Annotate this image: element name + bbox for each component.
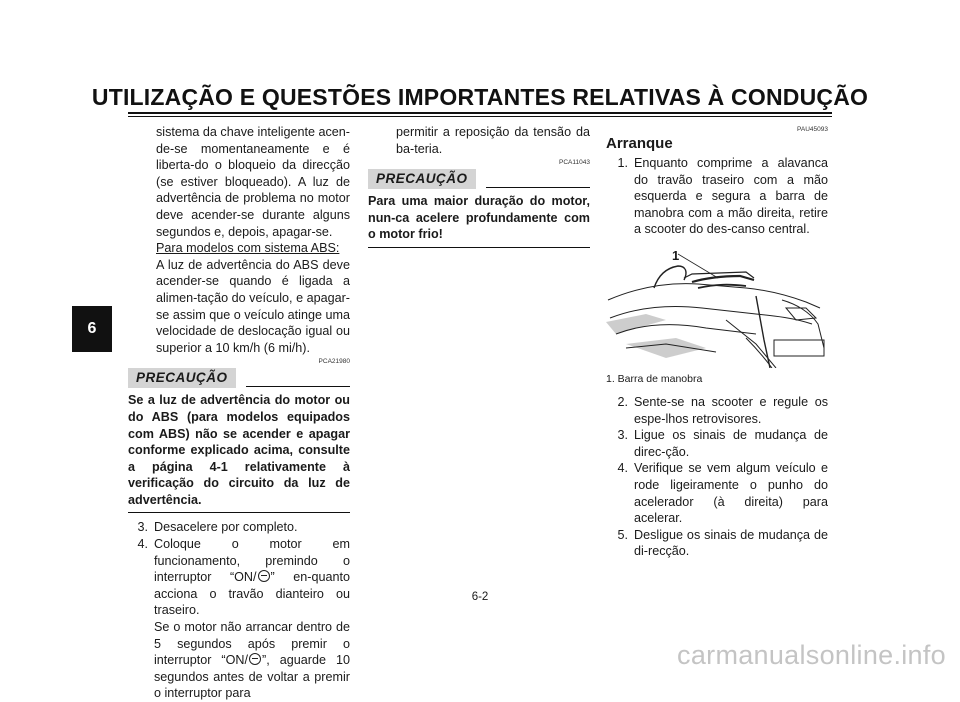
caution-rule: [246, 386, 350, 387]
step-text: [154, 536, 350, 702]
step-text: Desacelere por completo.: [154, 520, 298, 535]
step-text: Ligue os sinais de mudança de direc-ção.: [634, 428, 828, 459]
step-text: Desligue os sinais de mudança de di-recção.: [634, 527, 828, 559]
page-title: UTILIZAÇÃO E QUESTÕES IMPORTANTES RELATIVAS À CONDUÇÃO: [91, 84, 869, 110]
step-text-part: Se o motor não arrancar dentro de 5 segundos após premir o interruptor “ON/: [154, 620, 350, 668]
list-item: [606, 394, 828, 427]
list-item: [606, 527, 828, 560]
caution-header: [368, 169, 590, 189]
power-switch-icon: [249, 653, 261, 665]
step-text-part: ” en-quanto acciona o travão dianteiro ou traseiro.: [154, 570, 350, 618]
step-number: 1.: [617, 156, 628, 170]
paragraph-continued: permitir a reposição da tensão da ba-teria.: [396, 125, 590, 156]
figure-caption: 1. Barra de manobra: [606, 372, 703, 385]
step-number: 4.: [137, 537, 148, 552]
list-item: [128, 536, 350, 702]
page-number: 6-2: [471, 591, 489, 603]
caution-header: [128, 368, 350, 388]
list-item: [606, 427, 828, 460]
caution-code: PCA11043: [559, 159, 590, 167]
caution-end-rule: [368, 247, 590, 248]
section-title: Arranque: [606, 135, 673, 152]
caution-rule: [486, 187, 590, 188]
column-left: [128, 124, 350, 702]
watermark: carmanualsonline.info: [677, 640, 946, 670]
figure-callout-number: 1: [672, 247, 680, 263]
paragraph-smart-key: sistema da chave inteligente acen-de-se momentaneamente e é liberta-do o bloqueio da direcção (se estiver bloqueado). A luz de advertência de problema no motor deve acender-se durante alguns segundos e, depois, apagar-se.: [156, 125, 350, 239]
step-number: 5.: [617, 527, 628, 542]
caution-label: PRECAUÇÃO: [128, 368, 236, 388]
list-item: [606, 460, 828, 526]
caution-label: PRECAUÇÃO: [368, 169, 476, 189]
caution-end-rule: [128, 512, 350, 513]
step-text-part: ”, aguarde 10 segundos antes de voltar a premir o interruptor para: [154, 653, 350, 701]
step-text: Enquanto comprime a alavanca do travão traseiro com a mão esquerda e segura a barra de manobra com a mão direita, retire a scooter do des-canso central.: [634, 156, 828, 237]
scooter-figure: [606, 248, 828, 368]
power-switch-icon: [258, 570, 270, 582]
caution-text: Para uma maior duração do motor, nun-ca acelere profundamente com o motor frio!: [368, 194, 590, 242]
column-right: [606, 124, 828, 560]
step-text: Sente-se na scooter e regule os espe-lhos retrovisores.: [634, 394, 828, 426]
column-middle: [368, 124, 590, 254]
scooter-rear-illustration: [606, 248, 828, 368]
title-rule: [128, 112, 832, 114]
chapter-tab: 6: [72, 306, 112, 352]
section-code: PAU45093: [797, 126, 828, 133]
caution-code: PCA21980: [318, 358, 350, 366]
list-item: [128, 519, 350, 536]
step-number: 2.: [617, 394, 628, 409]
caution-text: Se a luz de advertência do motor ou do ABS (para modelos equipados com ABS) não se acender e apagar conforme explicado acima, consulte a página 4-1 relativamente à verificação do circuito da luz de advertência.: [128, 393, 350, 507]
step-number: 3.: [137, 520, 148, 535]
step-number: 3.: [617, 428, 628, 443]
step-text: Verifique se vem algum veículo e rode ligeiramente o punho do acelerador (à direita) para acelerar.: [634, 461, 828, 526]
paragraph-abs: A luz de advertência do ABS deve acender-se quando é ligada a alimen-tação do veículo, e apagar-se assim que o veículo atinge uma velocidade de deslocação igual ou superior a 10 km/h (6 mi/h).: [156, 257, 350, 355]
list-item: [606, 155, 828, 238]
step-text-part: Coloque o motor em funcionamento, premindo o interruptor “ON/: [154, 537, 350, 585]
abs-heading: Para modelos com sistema ABS:: [156, 241, 340, 256]
step-number: 4.: [617, 461, 628, 476]
title-rule-thin: [128, 116, 832, 117]
